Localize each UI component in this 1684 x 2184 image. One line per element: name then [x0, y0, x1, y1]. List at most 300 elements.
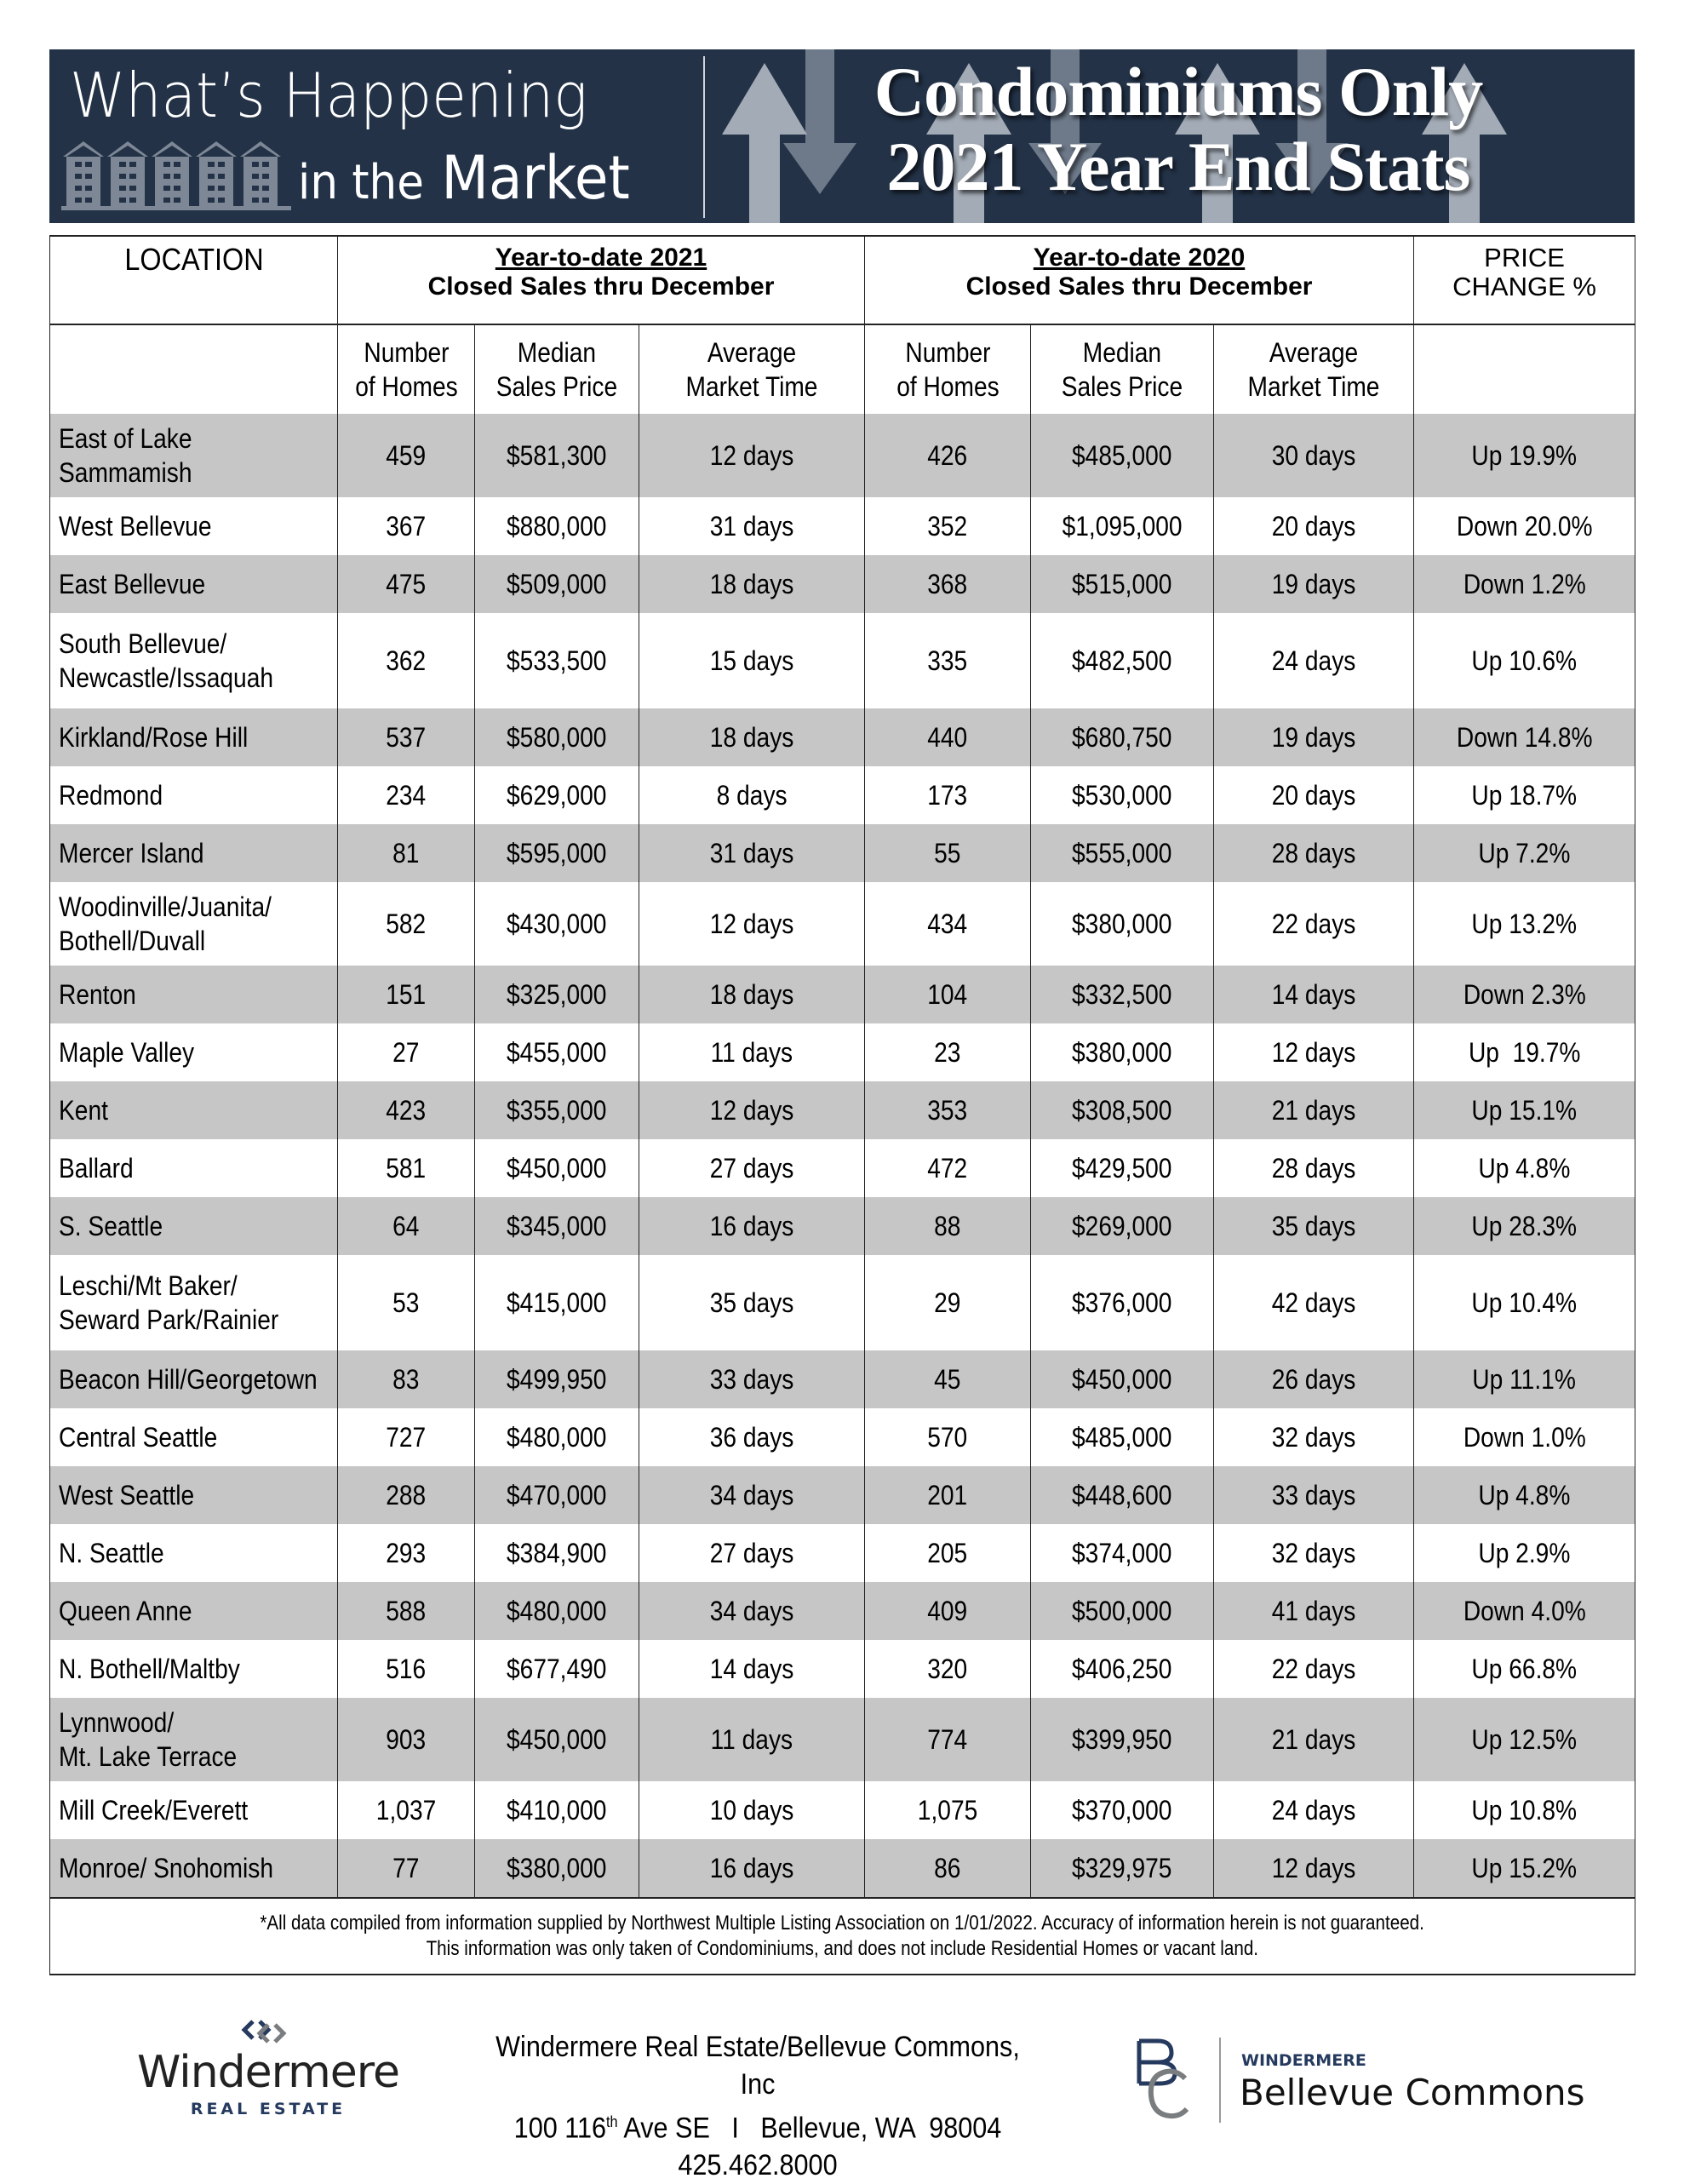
location-name-line: East of Lake: [59, 423, 192, 454]
median-2021-cell-value: $480,000: [507, 1421, 607, 1453]
median-2021-cell-value: $509,000: [507, 568, 607, 599]
col-header-line2: Market Time: [1247, 371, 1380, 402]
median-2021-cell-value: $580,000: [507, 721, 607, 753]
location-name-line: Kent: [59, 1095, 108, 1126]
median-2021-cell: [475, 1781, 639, 1839]
location-header-label: LOCATION: [123, 242, 264, 277]
median-2020-cell-value: $448,600: [1072, 1479, 1172, 1510]
median-2021-cell: [475, 766, 639, 824]
homes-2020-cell: [865, 882, 1031, 966]
avg-time-2020-cell: [1214, 555, 1414, 613]
price-change-cell: [1414, 497, 1635, 555]
col-header-homes-2020: [865, 324, 1031, 414]
avg-time-2020-cell-value: 24 days: [1271, 645, 1356, 676]
table-row: [50, 613, 1635, 708]
median-2021-cell: [475, 1698, 639, 1781]
median-2020-cell: [1031, 1350, 1214, 1408]
homes-2020-cell: [865, 555, 1031, 613]
avg-time-2020-cell-value: 42 days: [1271, 1287, 1356, 1318]
price-change-cell: [1414, 1023, 1635, 1081]
homes-2020-cell-value: 86: [934, 1852, 961, 1883]
table-row: [50, 1023, 1635, 1081]
avg-time-2021-cell-value: 16 days: [709, 1210, 794, 1241]
homes-2021-cell: [338, 766, 475, 824]
median-2021-cell: [475, 1350, 639, 1408]
median-2021-cell-value: $450,000: [507, 1723, 607, 1755]
col-header-avg-2021: [639, 324, 865, 414]
street-number: 100 116: [513, 2112, 607, 2145]
median-2021-cell: [475, 613, 639, 708]
median-2020-cell: [1031, 766, 1214, 824]
col-header-homes-2021: [338, 324, 475, 414]
location-cell: [50, 1255, 338, 1350]
median-2021-cell-value: $380,000: [507, 1852, 607, 1883]
price-change-cell-value: Up 12.5%: [1471, 1723, 1578, 1755]
median-2020-cell-value: $332,500: [1072, 978, 1172, 1010]
location-name-line: Mercer Island: [59, 838, 204, 868]
median-2021-cell: [475, 497, 639, 555]
homes-2020-cell: [865, 966, 1031, 1023]
col-header-line1: Average: [1269, 337, 1359, 368]
avg-time-2021-cell: [639, 1524, 865, 1582]
median-2021-cell: [475, 966, 639, 1023]
table-row: [50, 1197, 1635, 1255]
avg-time-2021-cell-value: 10 days: [709, 1794, 794, 1826]
table-row: [50, 1582, 1635, 1640]
col-header-change-empty: [1414, 324, 1635, 414]
homes-2021-cell-value: 83: [392, 1363, 420, 1395]
location-name-line: N. Seattle: [59, 1538, 164, 1568]
median-2021-cell-value: $533,500: [507, 645, 607, 676]
footnote-cell: [50, 1898, 1635, 1975]
table-row: [50, 766, 1635, 824]
avg-time-2020-cell-value: 21 days: [1271, 1094, 1356, 1126]
median-2021-cell: [475, 1640, 639, 1698]
median-2021-cell: [475, 1197, 639, 1255]
col-header-median-2020: [1031, 324, 1214, 414]
avg-time-2021-cell: [639, 1781, 865, 1839]
median-2021-cell-value: $384,900: [507, 1537, 607, 1568]
homes-2020-cell: [865, 824, 1031, 882]
median-2020-cell-value: $374,000: [1072, 1537, 1172, 1568]
median-2020-cell-value: $376,000: [1072, 1287, 1172, 1318]
avg-time-2021-cell: [639, 824, 865, 882]
banner-left-panel: [49, 49, 722, 223]
median-2021-cell-value: $677,490: [507, 1653, 607, 1684]
banner-title-market: Market: [441, 143, 630, 213]
office-address: [451, 2028, 1064, 2184]
median-2020-cell-value: $269,000: [1072, 1210, 1172, 1241]
location-cell: [50, 1839, 338, 1898]
median-2020-cell-value: $329,975: [1072, 1852, 1172, 1883]
homes-2020-cell: [865, 1640, 1031, 1698]
homes-2020-cell: [865, 708, 1031, 766]
bc-logo-small-text: WINDERMERE: [1241, 2051, 1366, 2070]
avg-time-2021-cell-value: 27 days: [709, 1537, 794, 1568]
banner-divider: [703, 56, 705, 218]
table-row: [50, 414, 1635, 497]
homes-2020-cell: [865, 1350, 1031, 1408]
price-change-cell: [1414, 1139, 1635, 1197]
avg-time-2020-cell: [1214, 966, 1414, 1023]
median-2020-cell-value: $406,250: [1072, 1653, 1172, 1684]
avg-time-2021-cell: [639, 1255, 865, 1350]
median-2020-cell: [1031, 1081, 1214, 1139]
avg-time-2020-cell: [1214, 882, 1414, 966]
median-2021-cell: [475, 1839, 639, 1898]
footnote-line1: *All data compiled from information supplied by Northwest Multiple Listing Association on 1/01/2022. Accuracy of information herein is not guaranteed.: [260, 1912, 1425, 1935]
avg-time-2020-cell: [1214, 1781, 1414, 1839]
price-change-cell: [1414, 1255, 1635, 1350]
median-2021-cell: [475, 414, 639, 497]
median-2020-cell-value: $555,000: [1072, 837, 1172, 868]
avg-time-2020-cell-value: 24 days: [1271, 1794, 1356, 1826]
location-name-line: Sammamish: [59, 457, 192, 488]
homes-2020-cell-value: 352: [927, 510, 968, 542]
table-row: [50, 1640, 1635, 1698]
location-cell: [50, 766, 338, 824]
price-change-cell: [1414, 613, 1635, 708]
price-change-cell-value: Up 4.8%: [1478, 1479, 1571, 1510]
price-change-cell-value: Down 14.8%: [1456, 721, 1593, 753]
col-header-line1: Number: [904, 337, 991, 368]
homes-2020-cell: [865, 766, 1031, 824]
table-row: [50, 1081, 1635, 1139]
price-change-cell: [1414, 1698, 1635, 1781]
homes-2021-cell: [338, 1139, 475, 1197]
price-change-cell: [1414, 1640, 1635, 1698]
avg-time-2021-cell-value: 15 days: [709, 645, 794, 676]
homes-2020-cell: [865, 1255, 1031, 1350]
location-name-line: Ballard: [59, 1153, 134, 1184]
price-change-cell-value: Down 1.2%: [1463, 568, 1586, 599]
median-2020-cell-value: $485,000: [1072, 1421, 1172, 1453]
homes-2020-cell: [865, 1081, 1031, 1139]
homes-2020-cell: [865, 1781, 1031, 1839]
avg-time-2020-cell: [1214, 1839, 1414, 1898]
price-change-cell: [1414, 1582, 1635, 1640]
price-change-cell: [1414, 708, 1635, 766]
avg-time-2021-cell-value: 12 days: [709, 1094, 794, 1126]
avg-time-2020-cell: [1214, 414, 1414, 497]
median-2021-cell: [475, 1582, 639, 1640]
location-name-line: Bothell/Duvall: [59, 926, 206, 956]
median-2020-cell: [1031, 1698, 1214, 1781]
median-2020-cell-value: $370,000: [1072, 1794, 1172, 1826]
price-change-cell: [1414, 1781, 1635, 1839]
median-2021-cell-value: $880,000: [507, 510, 607, 542]
avg-time-2021-cell-value: 31 days: [709, 837, 794, 868]
table-row: [50, 882, 1635, 966]
street-address: [482, 2103, 1034, 2147]
price-change-cell-value: Up 13.2%: [1471, 908, 1578, 939]
price-change-cell-value: Up 10.4%: [1471, 1287, 1578, 1318]
homes-2021-cell: [338, 414, 475, 497]
price-change-cell-value: Up 15.2%: [1471, 1852, 1578, 1883]
location-name-line: Central Seattle: [59, 1422, 218, 1453]
company-name: Windermere Real Estate/Bellevue Commons, Inc: [495, 2031, 1020, 2101]
avg-time-2021-cell: [639, 1466, 865, 1524]
avg-time-2021-cell: [639, 766, 865, 824]
bc-logo-divider: [1219, 2038, 1221, 2123]
table-row: [50, 1466, 1635, 1524]
table-footnote-row: [50, 1898, 1635, 1975]
median-2020-cell: [1031, 1839, 1214, 1898]
location-cell: [50, 1408, 338, 1466]
median-2020-cell: [1031, 1640, 1214, 1698]
median-2021-cell: [475, 1023, 639, 1081]
homes-2021-cell-value: 293: [386, 1537, 427, 1568]
median-2020-cell: [1031, 497, 1214, 555]
homes-2020-cell-value: 426: [927, 439, 968, 471]
location-subheader-empty: [50, 324, 338, 414]
median-2020-cell: [1031, 1524, 1214, 1582]
windermere-logo: [128, 2018, 409, 2129]
median-2021-cell: [475, 1466, 639, 1524]
location-cell: [50, 708, 338, 766]
banner-title-line1: What’s Happening: [70, 60, 588, 131]
price-change-cell-value: Up 7.2%: [1478, 837, 1571, 868]
homes-2021-cell-value: 77: [392, 1852, 420, 1883]
location-name-line: West Bellevue: [59, 511, 212, 542]
median-2021-cell-value: $450,000: [507, 1152, 607, 1184]
median-2020-cell-value: $308,500: [1072, 1094, 1172, 1126]
price-change-cell-value: Up 10.8%: [1471, 1794, 1578, 1826]
price-change-cell: [1414, 414, 1635, 497]
avg-time-2021-cell: [639, 497, 865, 555]
median-2020-cell: [1031, 1023, 1214, 1081]
location-cell: [50, 1081, 338, 1139]
homes-2021-cell-value: 288: [386, 1479, 427, 1510]
group-2020-subtitle: Closed Sales thru December: [965, 272, 1313, 301]
homes-2021-cell-value: 234: [386, 779, 427, 811]
table-row: [50, 708, 1635, 766]
location-name-line: S. Seattle: [59, 1211, 163, 1241]
avg-time-2021-cell: [639, 1698, 865, 1781]
homes-2020-cell: [865, 414, 1031, 497]
price-change-cell: [1414, 555, 1635, 613]
col-header-line2: Market Time: [685, 371, 818, 402]
avg-time-2021-cell-value: 36 days: [709, 1421, 794, 1453]
avg-time-2020-cell-value: 20 days: [1271, 510, 1356, 542]
location-cell: [50, 1698, 338, 1781]
median-2020-cell-value: $380,000: [1072, 908, 1172, 939]
median-2021-cell: [475, 1255, 639, 1350]
avg-time-2020-cell-value: 14 days: [1271, 978, 1356, 1010]
homes-2020-cell: [865, 1839, 1031, 1898]
price-change-cell-value: Up 19.9%: [1471, 439, 1578, 471]
table-row: [50, 1781, 1635, 1839]
median-2021-cell-value: $430,000: [507, 908, 607, 939]
table-row: [50, 497, 1635, 555]
avg-time-2021-cell-value: 18 days: [709, 568, 794, 599]
price-change-cell-value: Down 2.3%: [1463, 978, 1586, 1010]
avg-time-2021-cell-value: 16 days: [709, 1852, 794, 1883]
location-cell: [50, 555, 338, 613]
price-change-cell: [1414, 1466, 1635, 1524]
price-change-header: [1414, 236, 1635, 324]
price-change-cell-value: Down 4.0%: [1463, 1595, 1586, 1626]
location-name-line: Queen Anne: [59, 1596, 192, 1626]
avg-time-2021-cell-value: 12 days: [709, 439, 794, 471]
avg-time-2020-cell-value: 32 days: [1271, 1537, 1356, 1568]
homes-2021-cell-value: 727: [386, 1421, 427, 1453]
avg-time-2020-cell: [1214, 1408, 1414, 1466]
median-2020-cell-value: $429,500: [1072, 1152, 1172, 1184]
avg-time-2020-cell-value: 28 days: [1271, 1152, 1356, 1184]
median-2020-cell: [1031, 555, 1214, 613]
median-2021-cell: [475, 1139, 639, 1197]
homes-2020-cell-value: 368: [927, 568, 968, 599]
avg-time-2021-cell-value: 34 days: [709, 1595, 794, 1626]
avg-time-2020-cell-value: 28 days: [1271, 837, 1356, 868]
homes-2020-cell: [865, 613, 1031, 708]
median-2021-cell: [475, 1081, 639, 1139]
location-name-line: Redmond: [59, 780, 163, 811]
price-change-cell-value: Up 11.1%: [1472, 1363, 1577, 1395]
median-2020-cell-value: $485,000: [1072, 439, 1172, 471]
homes-2020-cell-value: 440: [927, 721, 968, 753]
price-change-cell: [1414, 1197, 1635, 1255]
homes-2021-cell-value: 53: [392, 1287, 420, 1318]
price-change-cell-value: Up 18.7%: [1471, 779, 1578, 811]
homes-2021-cell-value: 588: [386, 1595, 427, 1626]
windermere-logo-sub: REAL ESTATE: [190, 2100, 347, 2118]
location-cell: [50, 1023, 338, 1081]
homes-2021-cell-value: 903: [386, 1723, 427, 1755]
location-name-line: Lynnwood/: [59, 1707, 175, 1738]
median-2020-cell: [1031, 1582, 1214, 1640]
avg-time-2020-cell-value: 12 days: [1271, 1036, 1356, 1068]
location-name-line: South Bellevue/: [59, 628, 227, 659]
header-banner: [49, 49, 1635, 223]
median-2020-cell-value: $530,000: [1072, 779, 1172, 811]
median-2021-cell-value: $355,000: [507, 1094, 607, 1126]
bc-logo-big-text: Bellevue Commons: [1240, 2072, 1585, 2113]
homes-2020-cell-value: 774: [927, 1723, 968, 1755]
col-header-line1: Median: [517, 337, 597, 368]
homes-2021-cell-value: 581: [386, 1152, 427, 1184]
location-cell: [50, 824, 338, 882]
median-2021-cell-value: $499,950: [507, 1363, 607, 1395]
homes-2020-cell-value: 23: [934, 1036, 961, 1068]
homes-2021-cell-value: 64: [392, 1210, 420, 1241]
avg-time-2021-cell: [639, 414, 865, 497]
avg-time-2021-cell-value: 8 days: [716, 779, 788, 811]
median-2020-cell-value: $500,000: [1072, 1595, 1172, 1626]
group-header-2021: [338, 236, 865, 324]
homes-2021-cell-value: 27: [392, 1036, 420, 1068]
location-cell: [50, 1197, 338, 1255]
median-2021-cell-value: $581,300: [507, 439, 607, 471]
avg-time-2020-cell: [1214, 1698, 1414, 1781]
phone-number: 425.462.8000: [678, 2149, 838, 2182]
avg-time-2020-cell-value: 12 days: [1271, 1852, 1356, 1883]
avg-time-2021-cell: [639, 1023, 865, 1081]
windermere-logo-name: Windermere: [136, 2047, 400, 2098]
col-header-avg-2020: [1214, 324, 1414, 414]
homes-2021-cell-value: 459: [386, 439, 427, 471]
homes-2020-cell-value: 88: [934, 1210, 961, 1241]
location-cell: [50, 1524, 338, 1582]
homes-2020-cell-value: 205: [927, 1537, 968, 1568]
avg-time-2020-cell: [1214, 1640, 1414, 1698]
avg-time-2021-cell: [639, 555, 865, 613]
avg-time-2021-cell-value: 27 days: [709, 1152, 794, 1184]
street-suffix: th: [606, 2113, 618, 2130]
homes-2021-cell: [338, 1524, 475, 1582]
location-cell: [50, 1350, 338, 1408]
location-cell: [50, 1781, 338, 1839]
col-header-line1: Number: [363, 337, 450, 368]
homes-2020-cell: [865, 1023, 1031, 1081]
price-change-cell-value: Up 66.8%: [1471, 1653, 1578, 1684]
median-2021-cell-value: $480,000: [507, 1595, 607, 1626]
price-change-cell-value: Down 1.0%: [1463, 1421, 1586, 1453]
median-2020-cell: [1031, 1466, 1214, 1524]
location-name-line: East Bellevue: [59, 569, 206, 599]
median-2021-cell-value: $415,000: [507, 1287, 607, 1318]
table-row: [50, 824, 1635, 882]
homes-2021-cell: [338, 1839, 475, 1898]
price-change-cell-value: Up 15.1%: [1471, 1094, 1578, 1126]
group-2021-title: Year-to-date 2021: [495, 244, 707, 272]
homes-2020-cell: [865, 1466, 1031, 1524]
homes-2020-cell-value: 353: [927, 1094, 968, 1126]
homes-2020-cell: [865, 1524, 1031, 1582]
median-2020-cell: [1031, 1255, 1214, 1350]
location-name-line: Maple Valley: [59, 1037, 195, 1068]
median-2020-cell: [1031, 1781, 1214, 1839]
banner-headline-line2: 2021 Year End Stats: [886, 128, 1470, 205]
homes-2021-cell: [338, 882, 475, 966]
avg-time-2020-cell: [1214, 1197, 1414, 1255]
location-name-line: Mill Creek/Everett: [59, 1795, 249, 1826]
avg-time-2021-cell-value: 33 days: [709, 1363, 794, 1395]
avg-time-2020-cell-value: 26 days: [1271, 1363, 1356, 1395]
price-change-cell-value: Up 2.9%: [1478, 1537, 1571, 1568]
price-change-cell: [1414, 1408, 1635, 1466]
homes-2021-cell-value: 475: [386, 568, 427, 599]
location-cell: [50, 414, 338, 497]
col-header-line1: Average: [707, 337, 797, 368]
col-header-line1: Median: [1082, 337, 1162, 368]
location-cell: [50, 1466, 338, 1524]
avg-time-2021-cell: [639, 1139, 865, 1197]
price-change-cell-value: Up 4.8%: [1478, 1152, 1571, 1184]
price-change-cell: [1414, 1839, 1635, 1898]
homes-2020-cell: [865, 1582, 1031, 1640]
median-2021-cell: [475, 1408, 639, 1466]
homes-2021-cell: [338, 708, 475, 766]
price-change-cell: [1414, 766, 1635, 824]
median-2020-cell-value: $482,500: [1072, 645, 1172, 676]
median-2021-cell-value: $325,000: [507, 978, 607, 1010]
location-name-line: Leschi/Mt Baker/: [59, 1270, 238, 1301]
homes-2021-cell: [338, 613, 475, 708]
avg-time-2020-cell-value: 30 days: [1271, 439, 1356, 471]
avg-time-2021-cell: [639, 613, 865, 708]
median-2021-cell-value: $595,000: [507, 837, 607, 868]
homes-2020-cell: [865, 1408, 1031, 1466]
median-2020-cell: [1031, 824, 1214, 882]
homes-2020-cell-value: 335: [927, 645, 968, 676]
median-2021-cell: [475, 1524, 639, 1582]
homes-2021-cell-value: 1,037: [375, 1794, 437, 1826]
avg-time-2021-cell-value: 12 days: [709, 908, 794, 939]
price-change-cell-value: Up 10.6%: [1471, 645, 1578, 676]
avg-time-2020-cell-value: 35 days: [1271, 1210, 1356, 1241]
